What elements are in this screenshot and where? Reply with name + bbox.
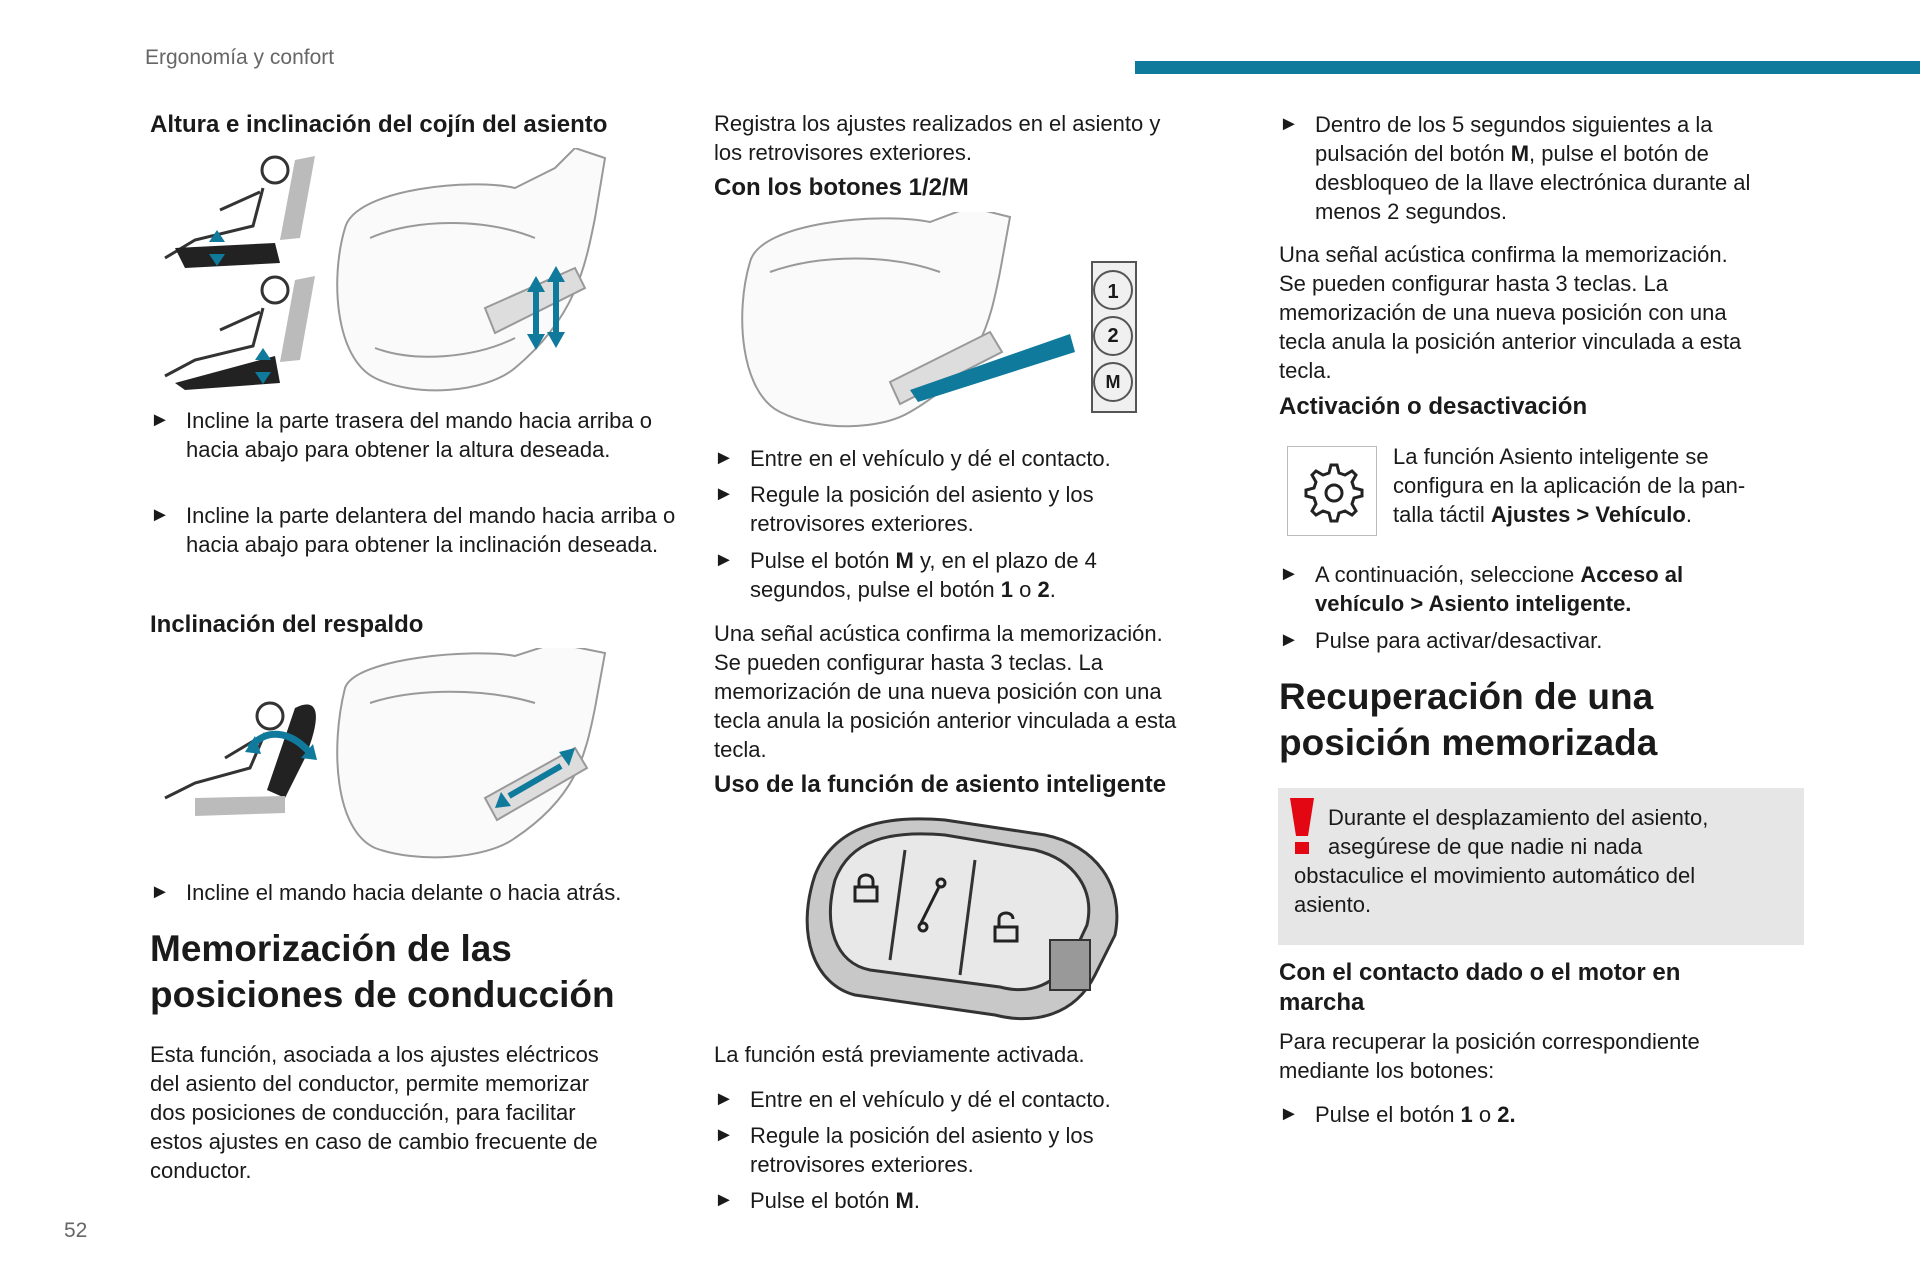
bullet-arrow-icon: ► bbox=[150, 409, 170, 431]
bullet-altura-2: ► Incline la parte delantera del mando hacia arriba o hacia abajo para obtener la inclinación deseada. bbox=[150, 503, 676, 557]
memory-button-2: 2 bbox=[1093, 316, 1133, 356]
seat-outline-3 bbox=[742, 212, 1010, 426]
bullet-pulse-m-1: ► Pulse el botón M y, en el plazo de 4 segundos, pulse el botón 1 o 2. bbox=[714, 548, 1097, 602]
bullet-arrow-icon: ► bbox=[1279, 629, 1299, 651]
backrest-illustration bbox=[155, 648, 665, 866]
memory-button-1: 1 bbox=[1093, 270, 1133, 310]
paragraph-senal-2: Una señal acústica confirma la memorización. Se pueden configurar hasta 3 teclas. La memorización de una nueva posición con una tecla anula la posición anterior vinculada a esta tecla. bbox=[1279, 242, 1742, 383]
heading-recuperacion-1: Recuperación de una bbox=[1279, 676, 1654, 717]
bullet-arrow-icon: ► bbox=[714, 483, 734, 505]
bullet-acceso: ► A continuación, seleccione Acceso al vehículo > Asiento inteligente. bbox=[1279, 562, 1684, 616]
paragraph-senal-1: Una señal acústica confirma la memorización. Se pueden configurar hasta 3 teclas. La memorización de una nueva posición con una tecla anula la posición anterior vinculada a esta tecla. bbox=[714, 621, 1177, 762]
bullet-arrow-icon: ► bbox=[714, 1189, 734, 1211]
heading-respaldo: Inclinación del respaldo bbox=[150, 611, 424, 638]
bullet-dentro-5-segundos: ► Dentro de los 5 segundos siguientes a la pulsación del botón M, pulse el botón de desbloqueo de la llave electrónica durante al menos 2 segundos. bbox=[1279, 112, 1751, 224]
bullet-pulse-1-2: ► Pulse el botón 1 o 2. bbox=[1279, 1102, 1516, 1127]
person-tilt-diagram bbox=[165, 276, 315, 390]
heading-botones: Con los botones 1/2/M bbox=[714, 174, 969, 201]
paragraph-registra: Registra los ajustes realizados en el asiento y los retrovisores exteriores. bbox=[714, 111, 1161, 165]
bullet-arrow-icon: ► bbox=[1279, 113, 1299, 135]
bullet-arrow-icon: ► bbox=[1279, 563, 1299, 585]
bullet-contacto-2: ► Entre en el vehículo y dé el contacto. bbox=[714, 1087, 1111, 1112]
bullet-regule-2: ► Regule la posición del asiento y los retrovisores exteriores. bbox=[714, 1123, 1094, 1177]
bullet-arrow-icon: ► bbox=[714, 1124, 734, 1146]
paragraph-recuperar: Para recuperar la posición correspondiente mediante los botones: bbox=[1279, 1029, 1700, 1083]
bullet-arrow-icon: ► bbox=[1279, 1103, 1299, 1125]
bullet-regule-1: ► Regule la posición del asiento y los retrovisores exteriores. bbox=[714, 482, 1094, 536]
bullet-altura-1: ► Incline la parte trasera del mando hacia arriba o hacia abajo para obtener la altura deseada. bbox=[150, 408, 652, 462]
heading-altura: Altura e inclinación del cojín del asiento bbox=[150, 111, 608, 138]
bullet-arrow-icon: ► bbox=[150, 881, 170, 903]
bullet-arrow-icon: ► bbox=[714, 549, 734, 571]
bullet-arrow-icon: ► bbox=[714, 447, 734, 469]
running-header: Ergonomía y confort bbox=[145, 46, 335, 69]
key-fob-illustration bbox=[795, 815, 1135, 1030]
header-accent-bar bbox=[1135, 61, 1920, 74]
seat-cushion-illustration bbox=[155, 148, 665, 404]
person-height-diagram bbox=[165, 156, 315, 268]
paragraph-memorizacion: Esta función, asociada a los ajustes eléctricos del asiento del conductor, permite memorizar dos posiciones de conducción, para facilitar estos ajustes en caso de cambio frecuente de conductor. bbox=[150, 1042, 599, 1183]
heading-activacion: Activación o desactivación bbox=[1279, 393, 1588, 420]
bullet-contacto-1: ► Entre en el vehículo y dé el contacto. bbox=[714, 446, 1111, 471]
heading-contacto-dado: Con el contacto dado o el motor en marcha bbox=[1279, 959, 1681, 1016]
memory-button-m: M bbox=[1093, 362, 1133, 402]
person-backrest-diagram bbox=[165, 703, 317, 816]
warning-text: Durante el desplazamiento del asiento, asegúrese de que nadie ni nada obstaculice el movimiento automático del asiento. bbox=[1294, 805, 1709, 917]
heading-recuperacion-2: posición memorizada bbox=[1279, 722, 1658, 763]
bullet-arrow-icon: ► bbox=[714, 1088, 734, 1110]
bullet-respaldo: ► Incline el mando hacia delante o hacia atrás. bbox=[150, 880, 622, 905]
page-number: 52 bbox=[64, 1219, 88, 1242]
heading-memorizacion-1: Memorización de las bbox=[150, 928, 512, 969]
bullet-arrow-icon: ► bbox=[150, 504, 170, 526]
paragraph-gear: La función Asiento inteligente se configura en la aplicación de la pan- talla táctil Ajustes > Vehículo. bbox=[1393, 444, 1746, 527]
seat-outline bbox=[337, 148, 605, 390]
heading-memorizacion-2: posiciones de conducción bbox=[150, 974, 615, 1015]
bullet-activar: ► Pulse para activar/desactivar. bbox=[1279, 628, 1603, 653]
bullet-pulse-m-2: ► Pulse el botón M. bbox=[714, 1188, 920, 1213]
heading-uso: Uso de la función de asiento inteligente bbox=[714, 771, 1167, 798]
settings-box bbox=[1287, 446, 1377, 536]
gear-icon bbox=[1288, 447, 1376, 535]
paragraph-activada: La función está previamente activada. bbox=[714, 1042, 1085, 1067]
